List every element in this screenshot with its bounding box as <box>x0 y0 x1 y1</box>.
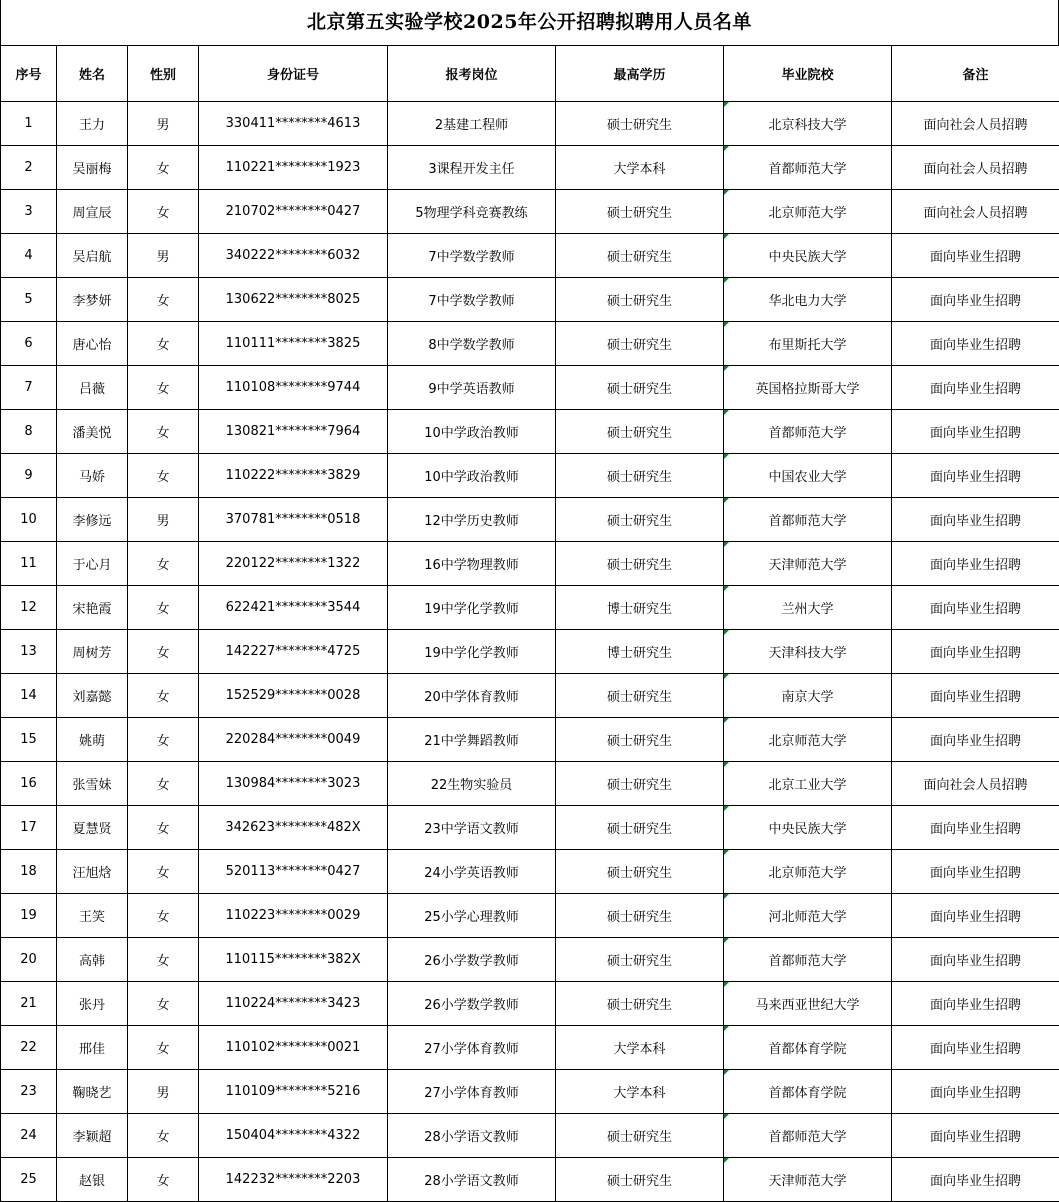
cell-remark[interactable]: 面向毕业生招聘 <box>892 366 1059 410</box>
cell-gender[interactable]: 女 <box>128 146 199 190</box>
cell-id-number[interactable]: 110224********3423 <box>199 982 388 1026</box>
cell-position[interactable]: 5物理学科竞赛教练 <box>388 190 556 234</box>
cell-position[interactable]: 25小学心理教师 <box>388 894 556 938</box>
cell-name[interactable]: 宋艳霞 <box>57 586 128 630</box>
cell-education[interactable]: 硕士研究生 <box>556 938 724 982</box>
cell-position[interactable]: 19中学化学教师 <box>388 630 556 674</box>
cell-remark[interactable]: 面向毕业生招聘 <box>892 454 1059 498</box>
cell-index[interactable]: 14 <box>1 674 57 718</box>
cell-education[interactable]: 硕士研究生 <box>556 234 724 278</box>
cell-education[interactable]: 硕士研究生 <box>556 542 724 586</box>
cell-school[interactable]: 北京师范大学 <box>724 190 892 234</box>
page-title: 北京第五实验学校2025年公开招聘拟聘用人员名单 <box>0 0 1059 45</box>
cell-position[interactable]: 27小学体育教师 <box>388 1070 556 1114</box>
cell-gender[interactable]: 男 <box>128 102 199 146</box>
cell-index[interactable]: 8 <box>1 410 57 454</box>
table-row <box>1 1114 1059 1158</box>
table-row <box>1 850 1059 894</box>
cell-id-number[interactable]: 330411********4613 <box>199 102 388 146</box>
cell-position[interactable]: 19中学化学教师 <box>388 586 556 630</box>
cell-index[interactable]: 11 <box>1 542 57 586</box>
cell-index[interactable]: 25 <box>1 1158 57 1202</box>
cell-index[interactable]: 17 <box>1 806 57 850</box>
cell-gender[interactable]: 女 <box>128 630 199 674</box>
cell-id-number[interactable]: 110223********0029 <box>199 894 388 938</box>
cell-gender[interactable]: 女 <box>128 894 199 938</box>
cell-education[interactable]: 硕士研究生 <box>556 762 724 806</box>
cell-school[interactable]: 首都师范大学 <box>724 938 892 982</box>
cell-school[interactable]: 华北电力大学 <box>724 278 892 322</box>
table-row <box>1 278 1059 322</box>
cell-name[interactable]: 李颖超 <box>57 1114 128 1158</box>
cell-gender[interactable]: 女 <box>128 190 199 234</box>
cell-school[interactable]: 首都体育学院 <box>724 1070 892 1114</box>
cell-school[interactable]: 中央民族大学 <box>724 234 892 278</box>
cell-education[interactable]: 博士研究生 <box>556 586 724 630</box>
cell-remark[interactable]: 面向毕业生招聘 <box>892 806 1059 850</box>
table-row <box>1 190 1059 234</box>
table-row <box>1 102 1059 146</box>
cell-id-number[interactable]: 622421********3544 <box>199 586 388 630</box>
header-id-number: 身份证号 <box>199 46 388 102</box>
cell-name[interactable]: 于心月 <box>57 542 128 586</box>
cell-name[interactable]: 周树芳 <box>57 630 128 674</box>
table-row <box>1 454 1059 498</box>
cell-id-number[interactable]: 340222********6032 <box>199 234 388 278</box>
cell-remark[interactable]: 面向毕业生招聘 <box>892 1158 1059 1202</box>
cell-name[interactable]: 马娇 <box>57 454 128 498</box>
hiring-list-table <box>0 45 1059 1202</box>
header-index: 序号 <box>1 46 57 102</box>
cell-school[interactable]: 马来西亚世纪大学 <box>724 982 892 1026</box>
cell-education[interactable]: 硕士研究生 <box>556 190 724 234</box>
cell-school[interactable]: 北京工业大学 <box>724 762 892 806</box>
cell-id-number[interactable]: 220122********1322 <box>199 542 388 586</box>
cell-name[interactable]: 吕薇 <box>57 366 128 410</box>
cell-school[interactable]: 首都师范大学 <box>724 498 892 542</box>
cell-gender[interactable]: 男 <box>128 234 199 278</box>
cell-name[interactable]: 吴启航 <box>57 234 128 278</box>
table-row <box>1 674 1059 718</box>
cell-remark[interactable]: 面向毕业生招聘 <box>892 894 1059 938</box>
cell-index[interactable]: 20 <box>1 938 57 982</box>
cell-name[interactable]: 王笑 <box>57 894 128 938</box>
cell-name[interactable]: 潘美悦 <box>57 410 128 454</box>
cell-position[interactable]: 9中学英语教师 <box>388 366 556 410</box>
header-gender: 性别 <box>128 46 199 102</box>
cell-gender[interactable]: 女 <box>128 410 199 454</box>
cell-education[interactable]: 硕士研究生 <box>556 1114 724 1158</box>
cell-index[interactable]: 5 <box>1 278 57 322</box>
cell-position[interactable]: 10中学政治教师 <box>388 410 556 454</box>
cell-id-number[interactable]: 110108********9744 <box>199 366 388 410</box>
cell-id-number[interactable]: 130622********8025 <box>199 278 388 322</box>
cell-remark[interactable]: 面向毕业生招聘 <box>892 322 1059 366</box>
table-row <box>1 1070 1059 1114</box>
cell-education[interactable]: 大学本科 <box>556 146 724 190</box>
cell-remark[interactable]: 面向毕业生招聘 <box>892 1070 1059 1114</box>
cell-school[interactable]: 北京师范大学 <box>724 718 892 762</box>
cell-remark[interactable]: 面向社会人员招聘 <box>892 190 1059 234</box>
cell-name[interactable]: 张雪妹 <box>57 762 128 806</box>
cell-index[interactable]: 12 <box>1 586 57 630</box>
table-row <box>1 542 1059 586</box>
cell-name[interactable]: 张丹 <box>57 982 128 1026</box>
cell-index[interactable]: 18 <box>1 850 57 894</box>
table-body <box>1 102 1059 1202</box>
table-row <box>1 498 1059 542</box>
table-row <box>1 982 1059 1026</box>
table-row <box>1 1158 1059 1202</box>
cell-education[interactable]: 硕士研究生 <box>556 1158 724 1202</box>
cell-gender[interactable]: 女 <box>128 542 199 586</box>
cell-name[interactable]: 李修远 <box>57 498 128 542</box>
cell-name[interactable]: 刘嘉懿 <box>57 674 128 718</box>
cell-gender[interactable]: 女 <box>128 850 199 894</box>
cell-index[interactable]: 2 <box>1 146 57 190</box>
cell-id-number[interactable]: 142232********2203 <box>199 1158 388 1202</box>
cell-position[interactable]: 26小学数学教师 <box>388 982 556 1026</box>
cell-school[interactable]: 首都师范大学 <box>724 410 892 454</box>
cell-id-number[interactable]: 142227********4725 <box>199 630 388 674</box>
cell-education[interactable]: 硕士研究生 <box>556 278 724 322</box>
cell-position[interactable]: 27小学体育教师 <box>388 1026 556 1070</box>
cell-education[interactable]: 硕士研究生 <box>556 982 724 1026</box>
cell-remark[interactable]: 面向毕业生招聘 <box>892 674 1059 718</box>
table-row <box>1 806 1059 850</box>
cell-remark[interactable]: 面向毕业生招聘 <box>892 586 1059 630</box>
cell-index[interactable]: 10 <box>1 498 57 542</box>
cell-index[interactable]: 6 <box>1 322 57 366</box>
cell-name[interactable]: 汪旭焓 <box>57 850 128 894</box>
cell-position[interactable]: 24小学英语教师 <box>388 850 556 894</box>
table-row <box>1 762 1059 806</box>
cell-position[interactable]: 12中学历史教师 <box>388 498 556 542</box>
cell-gender[interactable]: 女 <box>128 454 199 498</box>
cell-index[interactable]: 1 <box>1 102 57 146</box>
cell-id-number[interactable]: 110221********1923 <box>199 146 388 190</box>
cell-education[interactable]: 大学本科 <box>556 1026 724 1070</box>
cell-school[interactable]: 首都师范大学 <box>724 146 892 190</box>
cell-remark[interactable]: 面向毕业生招聘 <box>892 982 1059 1026</box>
cell-gender[interactable]: 女 <box>128 982 199 1026</box>
table-row <box>1 938 1059 982</box>
cell-id-number[interactable]: 110115********382X <box>199 938 388 982</box>
cell-id-number[interactable]: 110222********3829 <box>199 454 388 498</box>
cell-remark[interactable]: 面向毕业生招聘 <box>892 1026 1059 1070</box>
cell-position[interactable]: 22生物实验员 <box>388 762 556 806</box>
cell-education[interactable]: 硕士研究生 <box>556 410 724 454</box>
cell-index[interactable]: 15 <box>1 718 57 762</box>
cell-gender[interactable]: 女 <box>128 674 199 718</box>
cell-education[interactable]: 硕士研究生 <box>556 322 724 366</box>
cell-education[interactable]: 硕士研究生 <box>556 366 724 410</box>
cell-education[interactable]: 硕士研究生 <box>556 498 724 542</box>
cell-name[interactable]: 高韩 <box>57 938 128 982</box>
cell-position[interactable]: 26小学数学教师 <box>388 938 556 982</box>
table-row <box>1 366 1059 410</box>
cell-id-number[interactable]: 520113********0427 <box>199 850 388 894</box>
cell-remark[interactable]: 面向毕业生招聘 <box>892 938 1059 982</box>
cell-index[interactable]: 4 <box>1 234 57 278</box>
cell-id-number[interactable]: 210702********0427 <box>199 190 388 234</box>
cell-education[interactable]: 硕士研究生 <box>556 454 724 498</box>
cell-remark[interactable]: 面向毕业生招聘 <box>892 850 1059 894</box>
cell-index[interactable]: 16 <box>1 762 57 806</box>
cell-education[interactable]: 博士研究生 <box>556 630 724 674</box>
cell-gender[interactable]: 男 <box>128 498 199 542</box>
table-row <box>1 322 1059 366</box>
cell-id-number[interactable]: 220284********0049 <box>199 718 388 762</box>
cell-school[interactable]: 天津科技大学 <box>724 630 892 674</box>
cell-education[interactable]: 硕士研究生 <box>556 850 724 894</box>
cell-education[interactable]: 大学本科 <box>556 1070 724 1114</box>
cell-school[interactable]: 中国农业大学 <box>724 454 892 498</box>
cell-gender[interactable]: 女 <box>128 366 199 410</box>
cell-education[interactable]: 硕士研究生 <box>556 674 724 718</box>
cell-index[interactable]: 13 <box>1 630 57 674</box>
cell-education[interactable]: 硕士研究生 <box>556 806 724 850</box>
cell-id-number[interactable]: 150404********4322 <box>199 1114 388 1158</box>
cell-remark[interactable]: 面向毕业生招聘 <box>892 542 1059 586</box>
cell-gender[interactable]: 女 <box>128 1026 199 1070</box>
cell-position[interactable]: 3课程开发主任 <box>388 146 556 190</box>
cell-id-number[interactable]: 110111********3825 <box>199 322 388 366</box>
cell-remark[interactable]: 面向毕业生招聘 <box>892 630 1059 674</box>
cell-school[interactable]: 天津师范大学 <box>724 1158 892 1202</box>
cell-position[interactable]: 21中学舞蹈教师 <box>388 718 556 762</box>
cell-index[interactable]: 19 <box>1 894 57 938</box>
cell-gender[interactable]: 女 <box>128 322 199 366</box>
header-education: 最高学历 <box>556 46 724 102</box>
cell-name[interactable]: 吴丽梅 <box>57 146 128 190</box>
cell-name[interactable]: 唐心怡 <box>57 322 128 366</box>
cell-remark[interactable]: 面向毕业生招聘 <box>892 1114 1059 1158</box>
table-row <box>1 718 1059 762</box>
cell-remark[interactable]: 面向毕业生招聘 <box>892 234 1059 278</box>
cell-name[interactable]: 周宣辰 <box>57 190 128 234</box>
table-row <box>1 410 1059 454</box>
cell-school[interactable]: 布里斯托大学 <box>724 322 892 366</box>
cell-name[interactable]: 邢佳 <box>57 1026 128 1070</box>
cell-position[interactable]: 8中学数学教师 <box>388 322 556 366</box>
cell-school[interactable]: 南京大学 <box>724 674 892 718</box>
cell-index[interactable]: 21 <box>1 982 57 1026</box>
cell-position[interactable]: 23中学语文教师 <box>388 806 556 850</box>
cell-index[interactable]: 9 <box>1 454 57 498</box>
cell-id-number[interactable]: 110109********5216 <box>199 1070 388 1114</box>
cell-position[interactable]: 7中学数学教师 <box>388 278 556 322</box>
cell-school[interactable]: 天津师范大学 <box>724 542 892 586</box>
table-header-row <box>1 46 1059 102</box>
cell-position[interactable]: 7中学数学教师 <box>388 234 556 278</box>
cell-gender[interactable]: 女 <box>128 1114 199 1158</box>
cell-index[interactable]: 3 <box>1 190 57 234</box>
cell-index[interactable]: 7 <box>1 366 57 410</box>
cell-remark[interactable]: 面向毕业生招聘 <box>892 498 1059 542</box>
cell-gender[interactable]: 女 <box>128 1158 199 1202</box>
cell-index[interactable]: 24 <box>1 1114 57 1158</box>
cell-gender[interactable]: 女 <box>128 278 199 322</box>
cell-id-number[interactable]: 130984********3023 <box>199 762 388 806</box>
cell-name[interactable]: 赵银 <box>57 1158 128 1202</box>
cell-gender[interactable]: 女 <box>128 938 199 982</box>
cell-name[interactable]: 李梦妍 <box>57 278 128 322</box>
cell-school[interactable]: 中央民族大学 <box>724 806 892 850</box>
cell-position[interactable]: 10中学政治教师 <box>388 454 556 498</box>
cell-school[interactable]: 首都师范大学 <box>724 1114 892 1158</box>
cell-position[interactable]: 2基建工程师 <box>388 102 556 146</box>
table-row <box>1 630 1059 674</box>
cell-gender[interactable]: 女 <box>128 762 199 806</box>
cell-id-number[interactable]: 110102********0021 <box>199 1026 388 1070</box>
cell-remark[interactable]: 面向毕业生招聘 <box>892 410 1059 454</box>
cell-id-number[interactable]: 130821********7964 <box>199 410 388 454</box>
cell-position[interactable]: 16中学物理教师 <box>388 542 556 586</box>
cell-school[interactable]: 北京科技大学 <box>724 102 892 146</box>
cell-education[interactable]: 硕士研究生 <box>556 102 724 146</box>
cell-gender[interactable]: 女 <box>128 718 199 762</box>
cell-name[interactable]: 王力 <box>57 102 128 146</box>
cell-school[interactable]: 首都体育学院 <box>724 1026 892 1070</box>
cell-remark[interactable]: 面向毕业生招聘 <box>892 718 1059 762</box>
cell-remark[interactable]: 面向社会人员招聘 <box>892 146 1059 190</box>
cell-education[interactable]: 硕士研究生 <box>556 894 724 938</box>
cell-position[interactable]: 28小学语文教师 <box>388 1158 556 1202</box>
cell-index[interactable]: 23 <box>1 1070 57 1114</box>
table-row <box>1 146 1059 190</box>
cell-id-number[interactable]: 370781********0518 <box>199 498 388 542</box>
cell-gender[interactable]: 女 <box>128 586 199 630</box>
cell-school[interactable]: 英国格拉斯哥大学 <box>724 366 892 410</box>
cell-remark[interactable]: 面向毕业生招聘 <box>892 278 1059 322</box>
cell-remark[interactable]: 面向社会人员招聘 <box>892 762 1059 806</box>
cell-id-number[interactable]: 152529********0028 <box>199 674 388 718</box>
cell-education[interactable]: 硕士研究生 <box>556 718 724 762</box>
header-school: 毕业院校 <box>724 46 892 102</box>
cell-position[interactable]: 20中学体育教师 <box>388 674 556 718</box>
cell-name[interactable]: 鞠晓艺 <box>57 1070 128 1114</box>
header-position: 报考岗位 <box>388 46 556 102</box>
table-row <box>1 234 1059 278</box>
table-row <box>1 894 1059 938</box>
cell-school[interactable]: 河北师范大学 <box>724 894 892 938</box>
cell-name[interactable]: 姚萌 <box>57 718 128 762</box>
cell-gender[interactable]: 男 <box>128 1070 199 1114</box>
cell-position[interactable]: 28小学语文教师 <box>388 1114 556 1158</box>
header-name: 姓名 <box>57 46 128 102</box>
cell-gender[interactable]: 女 <box>128 806 199 850</box>
table-row <box>1 586 1059 630</box>
header-remark: 备注 <box>892 46 1059 102</box>
cell-school[interactable]: 北京师范大学 <box>724 850 892 894</box>
cell-id-number[interactable]: 342623********482X <box>199 806 388 850</box>
cell-remark[interactable]: 面向社会人员招聘 <box>892 102 1059 146</box>
cell-school[interactable]: 兰州大学 <box>724 586 892 630</box>
cell-index[interactable]: 22 <box>1 1026 57 1070</box>
table-row <box>1 1026 1059 1070</box>
cell-name[interactable]: 夏慧贤 <box>57 806 128 850</box>
